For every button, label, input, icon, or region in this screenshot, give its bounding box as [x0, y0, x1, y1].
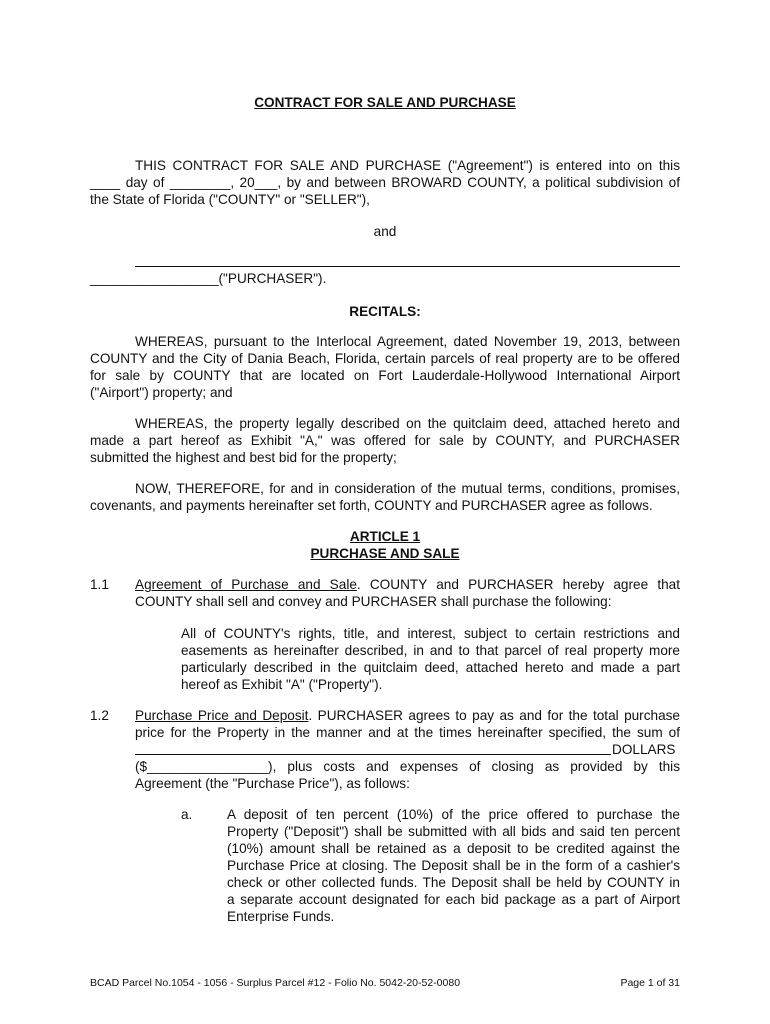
price-words-blank: [135, 754, 611, 755]
item-a-line-2: Property ("Deposit") shall be submitted with all bids and said ten percent: [227, 824, 680, 839]
whereas2-line-3: submitted the highest and best bid for the property;: [90, 450, 397, 465]
section-1-2-line-2: price for the Property in the manner and at the times hereinafter specified, the sum of: [135, 725, 680, 740]
section-1-1-heading: Agreement of Purchase and Sale: [135, 577, 357, 592]
whereas1-line-2: COUNTY and the City of Dania Beach, Florida, certain parcels of real property are to be offered: [90, 351, 680, 366]
intro-line-1: THIS CONTRACT FOR SALE AND PURCHASE ("Agreement") is entered into on this: [135, 158, 680, 173]
whereas2-line-1: WHEREAS, the property legally described on the quitclaim deed, attached hereto and: [135, 416, 680, 431]
section-1-1-line-1-rest: . COUNTY and PURCHASER hereby agree that: [356, 577, 680, 592]
intro-line-2: ____ day of ________, 20___, by and between BROWARD COUNTY, a political subdivision of: [90, 175, 680, 190]
article-number: ARTICLE 1: [349, 529, 421, 544]
item-a-line-3: (10%) amount shall be retained as a deposit to be credited against the: [227, 841, 680, 856]
dollars-label: DOLLARS: [612, 742, 676, 757]
item-a-line-1: A deposit of ten percent (10%) of the price offered to purchase the: [227, 807, 680, 822]
purchaser-line: _________________("PURCHASER").: [90, 271, 327, 286]
recitals-heading: RECITALS:: [349, 304, 421, 319]
section-1-1-line-1: [135, 576, 680, 593]
section-1-1-block-line-3: particularly described in the quitclaim deed, attached hereto and made a part: [181, 660, 680, 675]
purchaser-name-blank: [135, 266, 680, 267]
item-a-line-6: a separate account designated for each bid package as a part of Airport: [227, 892, 680, 907]
section-1-1-block-line-1: All of COUNTY's rights, title, and interest, subject to certain restrictions and: [181, 626, 680, 641]
now-therefore-line-1: NOW, THEREFORE, for and in consideration of the mutual terms, conditions, promises,: [135, 481, 680, 496]
and-line: and: [373, 224, 397, 239]
now-therefore-line-2: covenants, and payments hereinafter set forth, COUNTY and PURCHASER agree as follows.: [90, 498, 653, 513]
section-1-2-line-4: ($________________), plus costs and expenses of closing as provided by this: [135, 759, 680, 774]
section-1-2-heading: Purchase Price and Deposit: [135, 708, 309, 723]
section-1-2-line-5: Agreement (the "Purchase Price"), as follows:: [135, 776, 410, 791]
section-1-1-number: 1.1: [90, 577, 109, 592]
section-1-1-line-2: COUNTY shall sell and convey and PURCHASER shall purchase the following:: [135, 594, 612, 609]
article-title: PURCHASE AND SALE: [310, 546, 460, 561]
section-1-2-number: 1.2: [90, 708, 109, 723]
section-1-1-block-line-2: easements as hereinafter described, in and to that parcel of real property more: [181, 643, 680, 658]
whereas1-line-1: WHEREAS, pursuant to the Interlocal Agreement, dated November 19, 2013, between: [135, 334, 680, 349]
whereas1-line-3: for sale by COUNTY that are located on Fort Lauderdale-Hollywood International Airport: [90, 368, 680, 383]
footer-page-number: Page 1 of 31: [620, 977, 680, 989]
item-a-label: a.: [181, 807, 193, 822]
item-a-line-7: Enterprise Funds.: [227, 909, 335, 924]
section-1-2-line-1: [135, 707, 680, 724]
item-a-line-5: check or other collected funds. The Deposit shall be held by COUNTY in: [227, 875, 680, 890]
item-a-line-4: Purchase Price at closing. The Deposit shall be in the form of a cashier's: [227, 858, 680, 873]
section-1-1-block-line-4: hereof as Exhibit "A" ("Property").: [181, 677, 383, 692]
footer-parcel-info: BCAD Parcel No.1054 - 1056 - Surplus Parcel #12 - Folio No. 5042-20-52-0080: [90, 977, 461, 989]
section-1-2-line-1-rest: . PURCHASER agrees to pay as and for the total purchase: [308, 708, 680, 723]
whereas1-line-4: ("Airport") property; and: [90, 385, 233, 400]
whereas2-line-2: made a part hereof as Exhibit "A," was offered for sale by COUNTY, and PURCHASER: [90, 433, 680, 448]
document-title: CONTRACT FOR SALE AND PURCHASE: [254, 95, 516, 110]
intro-line-3: the State of Florida ("COUNTY" or "SELLER"),: [90, 192, 370, 207]
